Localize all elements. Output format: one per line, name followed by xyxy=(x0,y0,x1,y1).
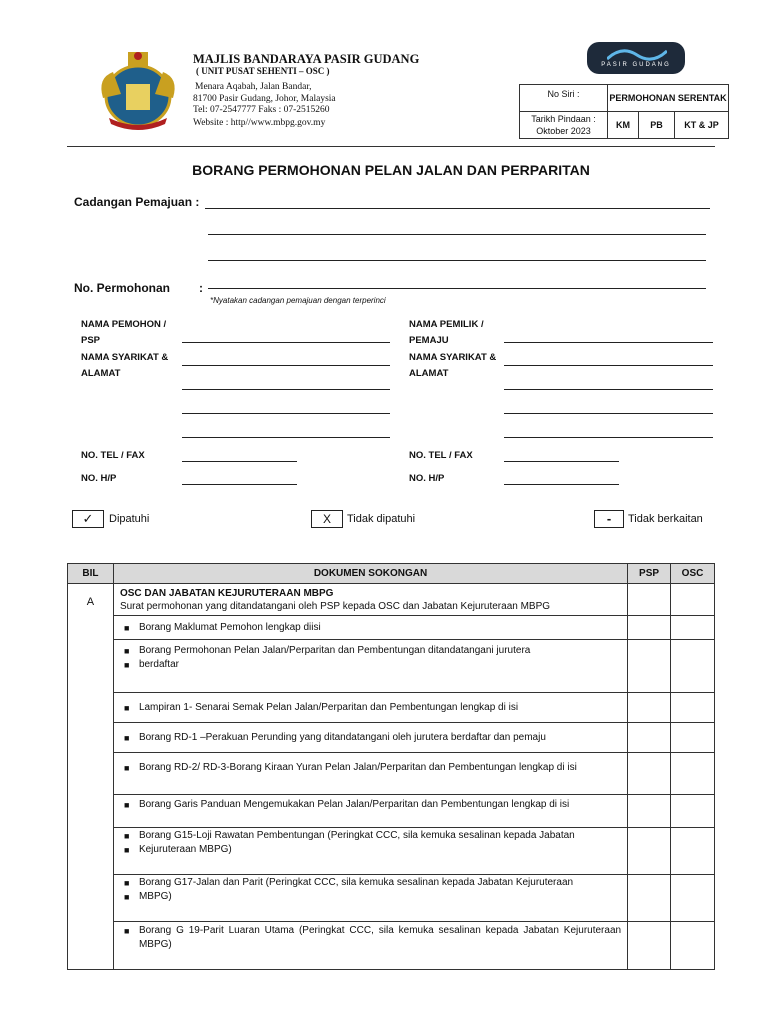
osc-cell[interactable] xyxy=(671,693,715,723)
code-pb: PB xyxy=(639,112,675,139)
tidak-berkaitan-box: - xyxy=(594,510,624,528)
syarikat-right-field-2[interactable] xyxy=(504,389,713,390)
nama-pemilik-field[interactable] xyxy=(504,342,713,343)
no-hp-label-right: NO. H/P xyxy=(409,473,445,484)
list-item: ■ Borang Permohonan Pelan Jalan/Perparitan dan Pembentungan ditandatangani jurutera ■ berdaftar xyxy=(113,640,627,693)
no-tel-right-field[interactable] xyxy=(504,461,619,462)
list-item: ■ Borang G 19-Parit Luaran Utama (Peringkat CCC, sila kemuka sesalinan kepada Jabatan Kejuruteraan MBPG) xyxy=(113,922,627,970)
psp-cell[interactable] xyxy=(628,795,671,828)
psp-cell[interactable] xyxy=(628,616,671,640)
org-name: MAJLIS BANDARAYA PASIR GUDANG xyxy=(193,52,420,66)
list-item: ■ Borang G17-Jalan dan Parit (Peringkat CCC, sila kemuka sesalinan kepada Jabatan Kejuruteraan ■ MBPG) xyxy=(113,875,627,922)
no-permohonan-field[interactable] xyxy=(208,288,706,289)
nama-pemilik-label: NAMA PEMILIK / PEMAJU xyxy=(409,319,484,346)
colon: : xyxy=(199,281,203,295)
cadangan-field-1[interactable] xyxy=(205,208,710,209)
list-item: ■ Borang G15-Loji Rawatan Pembentungan (Peringkat CCC, sila kemuka sesalinan kepada Jabatan ■ Kejuruteraan MBPG) xyxy=(113,828,627,875)
section-desc: Surat permohonan yang ditandatangani oleh PSP kepada OSC dan Jabatan Kejuruteraan MBPG xyxy=(119,601,551,612)
code-km: KM xyxy=(608,112,639,139)
col-bil: BIL xyxy=(68,564,114,584)
permohonan-serentak: PERMOHONAN SERENTAK xyxy=(608,85,729,112)
osc-cell[interactable] xyxy=(671,584,715,616)
psp-cell[interactable] xyxy=(628,723,671,753)
syarikat-left-field-2[interactable] xyxy=(182,389,390,390)
tidak-dipatuhi-label: Tidak dipatuhi xyxy=(347,513,416,525)
psp-cell[interactable] xyxy=(628,922,671,970)
no-tel-label-left: NO. TEL / FAX xyxy=(81,450,145,461)
osc-cell[interactable] xyxy=(671,875,715,922)
note: *Nyatakan cadangan pemajuan dengan terperinci xyxy=(210,296,386,305)
no-hp-right-field[interactable] xyxy=(504,484,619,485)
nama-pemohon-label: NAMA PEMOHON / PSP xyxy=(81,319,167,346)
list-item: ■ Lampiran 1- Senarai Semak Pelan Jalan/Perparitan dan Pembentungan lengkap di isi xyxy=(113,693,627,723)
syarikat-right-field-4[interactable] xyxy=(504,437,713,438)
no-hp-label-left: NO. H/P xyxy=(81,473,117,484)
list-item: ■ Borang RD-2/ RD-3-Borang Kiraan Yuran Pelan Jalan/Perparitan dan Pembentungan lengkap di isi xyxy=(113,753,627,795)
psp-cell[interactable] xyxy=(628,753,671,795)
form-title: BORANG PERMOHONAN PELAN JALAN DAN PERPARITAN xyxy=(192,162,590,178)
nama-syarikat-label-right: NAMA SYARIKAT & ALAMAT xyxy=(409,352,497,379)
syarikat-left-field-1[interactable] xyxy=(182,365,390,366)
tidak-dipatuhi-box: X xyxy=(311,510,343,528)
dipatuhi-label: Dipatuhi xyxy=(109,513,150,525)
documents-table xyxy=(67,563,715,970)
col-dokumen: DOKUMEN SOKONGAN xyxy=(113,564,627,584)
list-item: ■ Borang Garis Panduan Mengemukakan Pelan Jalan/Perparitan dan Pembentungan lengkap di isi xyxy=(113,795,627,828)
no-hp-left-field[interactable] xyxy=(182,484,297,485)
psp-cell[interactable] xyxy=(628,828,671,875)
phone-fax: Tel: 07-2547777 Faks : 07-2515260 xyxy=(193,105,330,115)
psp-cell[interactable] xyxy=(628,875,671,922)
council-crest xyxy=(95,48,181,130)
osc-cell[interactable] xyxy=(671,795,715,828)
psp-cell[interactable] xyxy=(628,640,671,693)
col-psp: PSP xyxy=(628,564,671,584)
psp-cell[interactable] xyxy=(628,693,671,723)
cadangan-field-3[interactable] xyxy=(208,260,706,261)
osc-cell[interactable] xyxy=(671,723,715,753)
address-line-1: Menara Aqabah, Jalan Bandar, xyxy=(195,82,312,92)
unit-name: ( UNIT PUSAT SEHENTI – OSC ) xyxy=(196,66,330,76)
syarikat-left-field-4[interactable] xyxy=(182,437,390,438)
list-item: ■ Borang RD-1 –Perakuan Perunding yang ditandatangani oleh jurutera berdaftar dan pemaju xyxy=(113,723,627,753)
syarikat-left-field-3[interactable] xyxy=(182,413,390,414)
syarikat-right-field-3[interactable] xyxy=(504,413,713,414)
section-header xyxy=(113,584,627,616)
section-title: OSC DAN JABATAN KEJURUTERAAN MBPG xyxy=(119,588,334,599)
dipatuhi-box: ✓ xyxy=(72,510,104,528)
col-osc: OSC xyxy=(671,564,715,584)
list-item: ■ Borang Maklumat Pemohon lengkap diisi xyxy=(113,616,627,640)
nama-syarikat-label-left: NAMA SYARIKAT & ALAMAT xyxy=(81,352,169,379)
no-tel-label-right: NO. TEL / FAX xyxy=(409,450,473,461)
osc-cell[interactable] xyxy=(671,640,715,693)
tidak-berkaitan-label: Tidak berkaitan xyxy=(628,513,703,525)
bil-a: A xyxy=(68,584,114,970)
logo-text: PASIR GUDANG xyxy=(601,62,671,68)
psp-cell[interactable] xyxy=(628,584,671,616)
osc-cell[interactable] xyxy=(671,922,715,970)
osc-cell[interactable] xyxy=(671,753,715,795)
pasir-gudang-logo xyxy=(587,42,685,74)
code-kt-jp: KT & JP xyxy=(675,112,729,139)
cadangan-label: Cadangan Pemajuan : xyxy=(74,195,200,209)
wave-icon xyxy=(607,45,667,61)
syarikat-right-field-1[interactable] xyxy=(504,365,713,366)
tarikh-pindaan: Tarikh Pindaan : Oktober 2023 xyxy=(520,112,608,139)
osc-cell[interactable] xyxy=(671,616,715,640)
no-siri-label: No Siri : xyxy=(520,85,608,112)
osc-cell[interactable] xyxy=(671,828,715,875)
no-tel-left-field[interactable] xyxy=(182,461,297,462)
cadangan-field-2[interactable] xyxy=(208,234,706,235)
address-line-2: 81700 Pasir Gudang, Johor, Malaysia xyxy=(193,94,336,104)
no-permohonan-label: No. Permohonan xyxy=(74,281,171,295)
nama-pemohon-field[interactable] xyxy=(182,342,390,343)
website: Website : http//www.mbpg.gov.my xyxy=(193,118,326,128)
header-divider xyxy=(67,146,715,147)
